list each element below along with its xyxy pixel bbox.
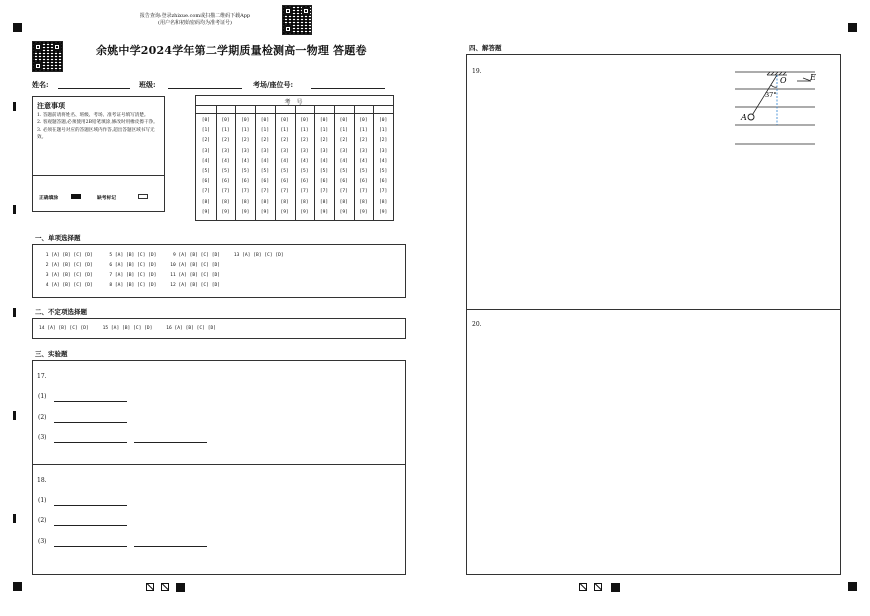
exam-digit-bubble[interactable]: [5] [378,169,388,174]
exam-digit-bubble[interactable]: [7] [280,189,289,195]
q18-part-2: (2) [38,517,47,524]
exam-digit-bubble[interactable]: [0] [241,118,250,123]
exam-digit-bubble[interactable]: [6] [319,179,329,185]
exam-digit-bubble[interactable]: [0] [319,118,329,123]
notes-box [32,96,165,212]
page-marker-box [594,583,602,591]
q17-answer-2[interactable] [54,422,127,423]
exam-digit-bubble[interactable]: [9] [300,209,309,215]
exam-digit-bubble[interactable]: [7] [359,189,368,195]
exam-digit-bubble[interactable]: [5] [201,169,210,174]
exam-number-header: 考 号 [284,99,305,106]
exam-digit-bubble[interactable]: [7] [339,189,348,195]
angle-arc [771,85,777,87]
q17-answer-3b[interactable] [134,442,207,443]
choice-row[interactable]: 2 [A] [B] [C] [D] 6 [A] [B] [C] [D] 10 [A] [B] [C] [D] [43,263,221,268]
exam-digit-bubble[interactable]: [1] [241,128,250,134]
exam-digit-bubble[interactable]: [7] [221,189,230,195]
timing-mark [13,102,16,111]
question-19-number: 19. [472,68,482,75]
exam-digit-bubble[interactable]: [4] [241,158,250,164]
note-item: 1. 答题前请将姓名、班级、考场、准考证号填写清楚。 [37,113,149,118]
exam-digit-bubble[interactable]: [6] [260,179,270,185]
exam-digit-bubble[interactable]: [5] [300,169,309,174]
exam-digit-bubble[interactable]: [8] [260,199,270,205]
q18-answer-2[interactable] [54,525,127,526]
ball-a [748,114,754,120]
room-seat-label: 考场/座位号: [253,80,294,89]
exam-digit-bubble[interactable]: [8] [241,199,250,205]
timing-mark [13,205,16,214]
q18-answer-3b[interactable] [134,546,207,547]
note-item: 2. 客观题答题,必须使用2B铅笔填涂,修改时用橡皮擦干净。 [37,120,158,126]
exam-digit-bubble[interactable]: [0] [359,118,368,123]
exam-digit-bubble[interactable]: [3] [319,148,329,154]
exam-digit-bubble[interactable]: [2] [221,138,230,144]
exam-digit-bubble[interactable]: [5] [319,169,329,174]
report-notice [120,13,270,27]
exam-digit-bubble[interactable]: [1] [280,128,289,134]
section3-answer-box [32,360,406,575]
q18-answer-3a[interactable] [54,546,127,547]
exam-digit-bubble[interactable]: [6] [359,179,368,185]
exam-digit-bubble[interactable]: [3] [378,148,388,154]
exam-digit-bubble[interactable]: [4] [260,158,270,164]
class-label: 班级: [139,80,156,89]
exam-digit-bubble[interactable]: [1] [339,128,348,134]
exam-digit-bubble[interactable]: [3] [221,148,230,154]
exam-digit-bubble[interactable]: [7] [260,189,270,195]
exam-digit-bubble[interactable]: [3] [359,148,368,154]
label-e: E [810,73,816,82]
page-marker-box [579,583,587,591]
exam-digit-bubble[interactable]: [6] [378,179,388,185]
exam-digit-bubble[interactable]: [5] [280,169,289,174]
report-notice-line1: 报告查询:登录zhixue.com或扫描二维码下载App [139,13,251,19]
section4-title: 四、解答题 [469,44,502,52]
exam-digit-bubble[interactable]: [8] [319,199,329,205]
notes-list [37,112,161,141]
exam-digit-bubble[interactable]: [2] [241,138,250,144]
exam-digit-bubble[interactable]: [9] [378,209,388,215]
choice-row[interactable]: 4 [A] [B] [C] [D] 8 [A] [B] [C] [D] 12 [A] [B] [C] [D] [43,283,221,288]
q18-part-3: (3) [38,538,47,545]
exam-digit-bubble[interactable]: [3] [201,148,210,154]
exam-digit-bubble[interactable]: [1] [260,128,270,134]
section2-answer-box [32,318,406,339]
q17-answer-1[interactable] [54,401,127,402]
exam-digit-bubble[interactable]: [3] [339,148,348,154]
label-angle: 37° [765,91,777,99]
exam-digit-bubble[interactable]: [6] [221,179,230,185]
exam-digit-bubble[interactable]: [3] [300,148,309,154]
notes-heading: 注意事项 [37,101,65,110]
exam-digit-bubble[interactable]: [7] [378,189,388,195]
exam-digit-bubble[interactable]: [4] [201,158,210,164]
exam-digit-bubble[interactable]: [9] [280,209,289,215]
exam-digit-bubble[interactable]: [8] [378,199,388,205]
timing-mark [13,308,16,317]
section1-title: 一、单项选择题 [35,234,81,242]
exam-digit-bubble[interactable]: [9] [241,209,250,215]
exam-digit-bubble[interactable]: [7] [300,189,309,195]
absent-mark-box[interactable] [138,194,148,199]
exam-digit-bubble[interactable]: [0] [221,118,230,123]
exam-digit-bubble[interactable]: [4] [300,158,309,164]
exam-digit-bubble[interactable]: [2] [300,138,309,144]
section3-title: 三、实验题 [35,350,68,358]
q19-q20-divider [467,309,840,310]
page-marker-filled [611,583,620,592]
exam-digit-bubble[interactable]: [8] [201,199,210,205]
name-field[interactable] [58,88,130,89]
question-18-number: 18. [37,477,47,484]
q18-part-1: (1) [38,497,47,504]
choice-row[interactable]: 3 [A] [B] [C] [D] 7 [A] [B] [C] [D] 11 [A] [B] [C] [D] [43,273,221,278]
timing-mark [13,411,16,420]
exam-digit-bubble[interactable]: [3] [280,148,289,154]
exam-digit-bubble[interactable]: [1] [319,128,329,134]
exam-digit-bubble[interactable]: [9] [339,209,348,215]
exam-digit-bubble[interactable]: [2] [359,138,368,144]
exam-digit-bubble[interactable]: [2] [378,138,388,144]
exam-digit-bubble[interactable]: [4] [378,158,388,164]
exam-digit-bubble[interactable]: [1] [221,128,230,134]
exam-digit-bubble[interactable]: [1] [201,128,210,134]
exam-number-grid [195,95,394,221]
exam-digit-bubble[interactable]: [3] [260,148,270,154]
exam-digit-bubble[interactable]: [5] [339,169,348,174]
exam-digit-bubble[interactable]: [0] [280,118,289,123]
absent-label: 缺考标记 [97,195,117,201]
q17-q18-divider [33,464,405,465]
choice-row[interactable]: 1 [A] [B] [C] [D] 5 [A] [B] [C] [D] 9 [A] [B] [C] [D] 13 [A] [B] [C] [D] [43,253,284,258]
name-label: 姓名: [32,80,49,89]
exam-digit-bubble[interactable]: [2] [339,138,348,144]
qr-code-top [282,5,312,35]
exam-digit-bubble[interactable]: [6] [300,179,309,185]
choice-row[interactable]: 14 [A] [B] [C] [D] 15 [A] [B] [C] [D] 16 [A] [B] [C] [D] [39,326,217,331]
exam-digit-bubble[interactable]: [4] [319,158,329,164]
exam-digit-bubble[interactable]: [4] [221,158,230,164]
exam-digit-bubble[interactable]: [0] [300,118,309,123]
report-notice-line2: (用户名和初始密码均为准考证号) [158,19,232,26]
registration-mark-top-right [848,23,857,32]
section4-answer-box [466,54,841,575]
exam-digit-bubble[interactable]: [9] [260,209,270,215]
exam-digit-bubble[interactable]: [6] [241,179,250,185]
question-20-number: 20. [472,321,482,328]
label-a: A [741,113,747,122]
exam-digit-bubble[interactable]: [9] [221,209,230,215]
q17-part-1: (1) [38,393,47,400]
q17-part-3: (3) [38,434,47,441]
exam-digit-bubble[interactable]: [8] [359,199,368,205]
exam-digit-bubble[interactable]: [0] [339,118,348,123]
notes-divider [33,175,164,176]
exam-digit-bubble[interactable]: [4] [339,158,348,164]
exam-digit-bubble[interactable]: [0] [260,118,270,123]
timing-mark [13,514,16,523]
page-marker-box [146,583,154,591]
note-item: 3. 必须在题号对应的答题区域内作答,超出答题区域书写无效。 [37,127,155,141]
exam-digit-bubble[interactable]: [1] [300,128,309,134]
class-field[interactable] [168,88,242,89]
question-17-number: 17. [37,373,47,380]
exam-digit-bubble[interactable]: [4] [359,158,368,164]
exam-digit-bubble[interactable]: [6] [201,179,210,185]
correct-fill-sample [71,194,81,199]
exam-digit-bubble[interactable]: [6] [280,179,289,185]
exam-digit-bubble[interactable]: [5] [241,169,250,174]
exam-digit-bubble[interactable]: [7] [201,189,210,195]
exam-digit-bubble[interactable]: [9] [359,209,368,215]
exam-digit-bubble[interactable]: [4] [280,158,289,164]
exam-digit-bubble[interactable]: [9] [201,209,210,215]
correct-fill-label: 正确填涂 [39,195,59,201]
qr-code-left [32,41,63,72]
exam-digit-bubble[interactable]: [0] [378,118,388,123]
q18-answer-1[interactable] [54,505,127,506]
exam-digit-bubble[interactable]: [0] [201,118,210,123]
label-o: O [780,76,787,85]
exam-digit-bubble[interactable]: [5] [221,169,230,174]
exam-digit-bubble[interactable]: [5] [260,169,270,174]
pendulum-field-diagram [731,67,821,147]
exam-digit-bubble[interactable]: [8] [339,199,348,205]
exam-digit-bubble[interactable]: [6] [339,179,348,185]
exam-digit-bubble[interactable]: [8] [221,199,230,205]
exam-digit-bubble[interactable]: [7] [319,189,329,195]
q17-answer-3a[interactable] [54,442,127,443]
registration-mark-top-left [13,23,22,32]
exam-digit-bubble[interactable]: [3] [241,148,250,154]
exam-digit-bubble[interactable]: [8] [300,199,309,205]
exam-digit-bubble[interactable]: [2] [201,138,210,144]
exam-digit-bubble[interactable]: [5] [359,169,368,174]
section2-title: 二、不定项选择题 [35,308,87,316]
exam-digit-bubble[interactable]: [8] [280,199,289,205]
page-marker-filled [176,583,185,592]
exam-digit-bubble[interactable]: [9] [319,209,329,215]
registration-mark-bottom-right [848,582,857,591]
q17-part-2: (2) [38,414,47,421]
registration-mark-bottom-left [13,582,22,591]
section1-answer-box [32,244,406,298]
exam-digit-bubble[interactable]: [2] [280,138,289,144]
exam-digit-bubble[interactable]: [2] [260,138,270,144]
exam-digit-bubble[interactable]: [7] [241,189,250,195]
exam-digit-bubble[interactable]: [1] [359,128,368,134]
room-seat-field[interactable] [311,88,385,89]
exam-digit-bubble[interactable]: [2] [319,138,329,144]
page-title: 余姚中学2024学年第二学期质量检测高一物理 答题卷 [96,44,367,57]
page-marker-box [161,583,169,591]
exam-digit-bubble[interactable]: [1] [378,128,388,134]
